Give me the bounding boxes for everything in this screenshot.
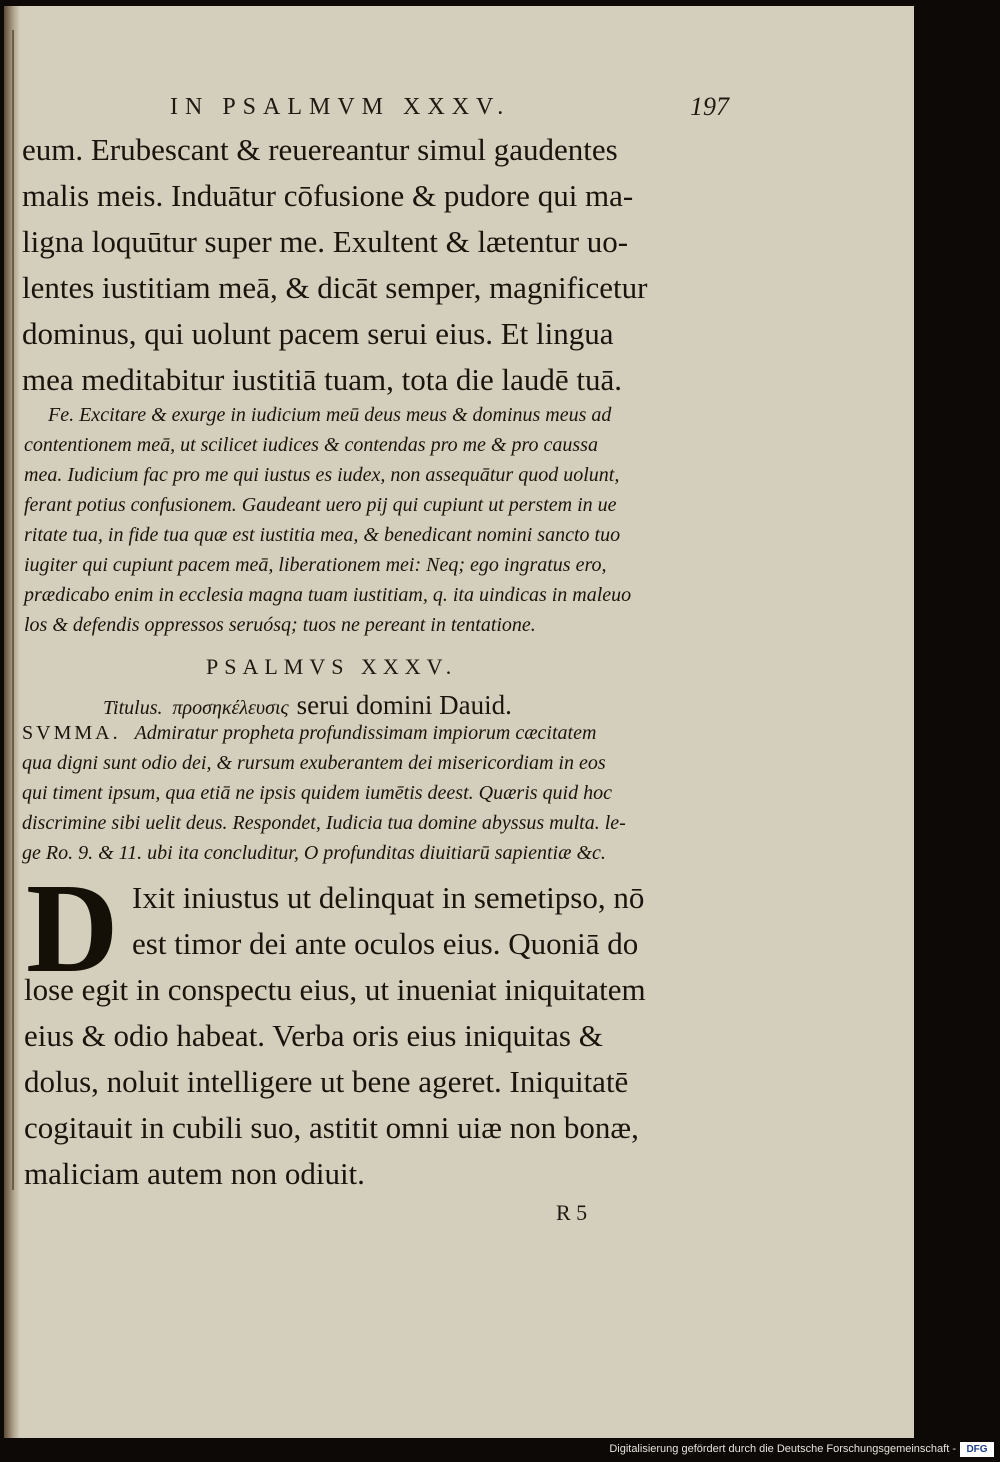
- verse-line: Ixit iniustus ut delinquat in semetipso, nō: [132, 880, 645, 915]
- commentary-line: mea. Iudicium fac pro me qui iustus es iudex, non assequātur quod uolunt,: [24, 464, 620, 486]
- verse-line: eius & odio habeat. Verba oris eius iniquitas &: [24, 1018, 603, 1053]
- text-line: ligna loquūtur super me. Exultent & lætentur uo-: [22, 224, 629, 259]
- verse-line: cogitauit in cubili suo, astitit omni uiæ non bonæ,: [24, 1110, 639, 1145]
- summa-line: ge Ro. 9. & 11. ubi ita concluditur, O profunditas diuitiarū sapientiæ &c.: [22, 842, 606, 864]
- commentary-line: contentionem meā, ut scilicet iudices & contendas pro me & pro caussa: [24, 434, 598, 456]
- funding-notice: Digitalisierung gefördert durch die Deutsche Forschungsgemeinschaft -: [609, 1443, 956, 1455]
- summa-text: Admiratur propheta profundissimam impiorum cæcitatem: [134, 722, 597, 744]
- dfg-logo: DFG: [960, 1442, 994, 1457]
- summa-line: qui timent ipsum, qua etiā ne ipsis quidem iumētis deest. Quæris quid hoc: [22, 782, 612, 804]
- drop-cap-initial: D: [26, 857, 119, 999]
- verse-line: lose egit in conspectu eius, ut inueniat iniquitatem: [24, 972, 646, 1007]
- text-line: malis meis. Induātur cōfusione & pudore qui ma-: [22, 178, 634, 213]
- text-line: lentes iustitiam meā, & dicāt semper, magnificetur: [22, 270, 648, 305]
- greek-word: προσηκέλευσις: [172, 697, 289, 719]
- titulus-label: Titulus.: [103, 697, 163, 719]
- titulus-text: serui domini Dauid.: [296, 690, 512, 720]
- titulus-line: [103, 690, 512, 721]
- book-page: [4, 6, 914, 1438]
- text-line: eum. Erubescant & reuereantur simul gaudentes: [22, 132, 618, 167]
- summa-line: qua digni sunt odio dei, & rursum exuberantem dei misericordiam in eos: [22, 752, 606, 774]
- verse-line: dolus, noluit intelligere ut bene ageret. Iniquitatē: [24, 1064, 629, 1099]
- commentary-line: ritate tua, in fide tua quæ est iustitia mea, & benedicant nomini sancto tuo: [24, 524, 621, 546]
- running-title: IN PSALMVM XXXV.: [170, 94, 511, 120]
- commentary-line: ferant potius confusionem. Gaudeant uero pij qui cupiunt ut perstem in ue: [24, 494, 617, 516]
- page-edge-rule: [12, 30, 14, 1190]
- commentary-line: los & defendis oppressos seruósq; tuos ne pereant in tentatione.: [24, 614, 536, 636]
- psalm-title: PSALMVS XXXV.: [206, 654, 458, 679]
- commentary-line: Fe. Excitare & exurge in iudicium meū deus meus & dominus meus ad: [48, 404, 612, 426]
- commentary-line: prædicabo enim in ecclesia magna tuam iustitiam, q. ita uindicas in maleuo: [24, 584, 632, 606]
- commentary-line: iugiter qui cupiunt pacem meā, liberationem mei: Neq; ego ingratus ero,: [24, 554, 607, 576]
- signature-mark: R 5: [556, 1200, 588, 1225]
- verse-line: est timor dei ante oculos eius. Quoniā do: [132, 926, 639, 961]
- text-line: dominus, qui uolunt pacem serui eius. Et lingua: [22, 316, 614, 351]
- text-line: mea meditabitur iustitiā tuam, tota die laudē tuā.: [22, 362, 623, 397]
- folio-number: 197: [690, 92, 729, 121]
- summa-line: discrimine sibi uelit deus. Respondet, Iudicia tua domine abyssus multa. le-: [22, 812, 626, 834]
- summa-label: SVMMA.: [22, 722, 121, 744]
- summa-line: [22, 722, 596, 745]
- verse-line: maliciam autem non odiuit.: [24, 1156, 365, 1191]
- footer-bar: [0, 1438, 1000, 1462]
